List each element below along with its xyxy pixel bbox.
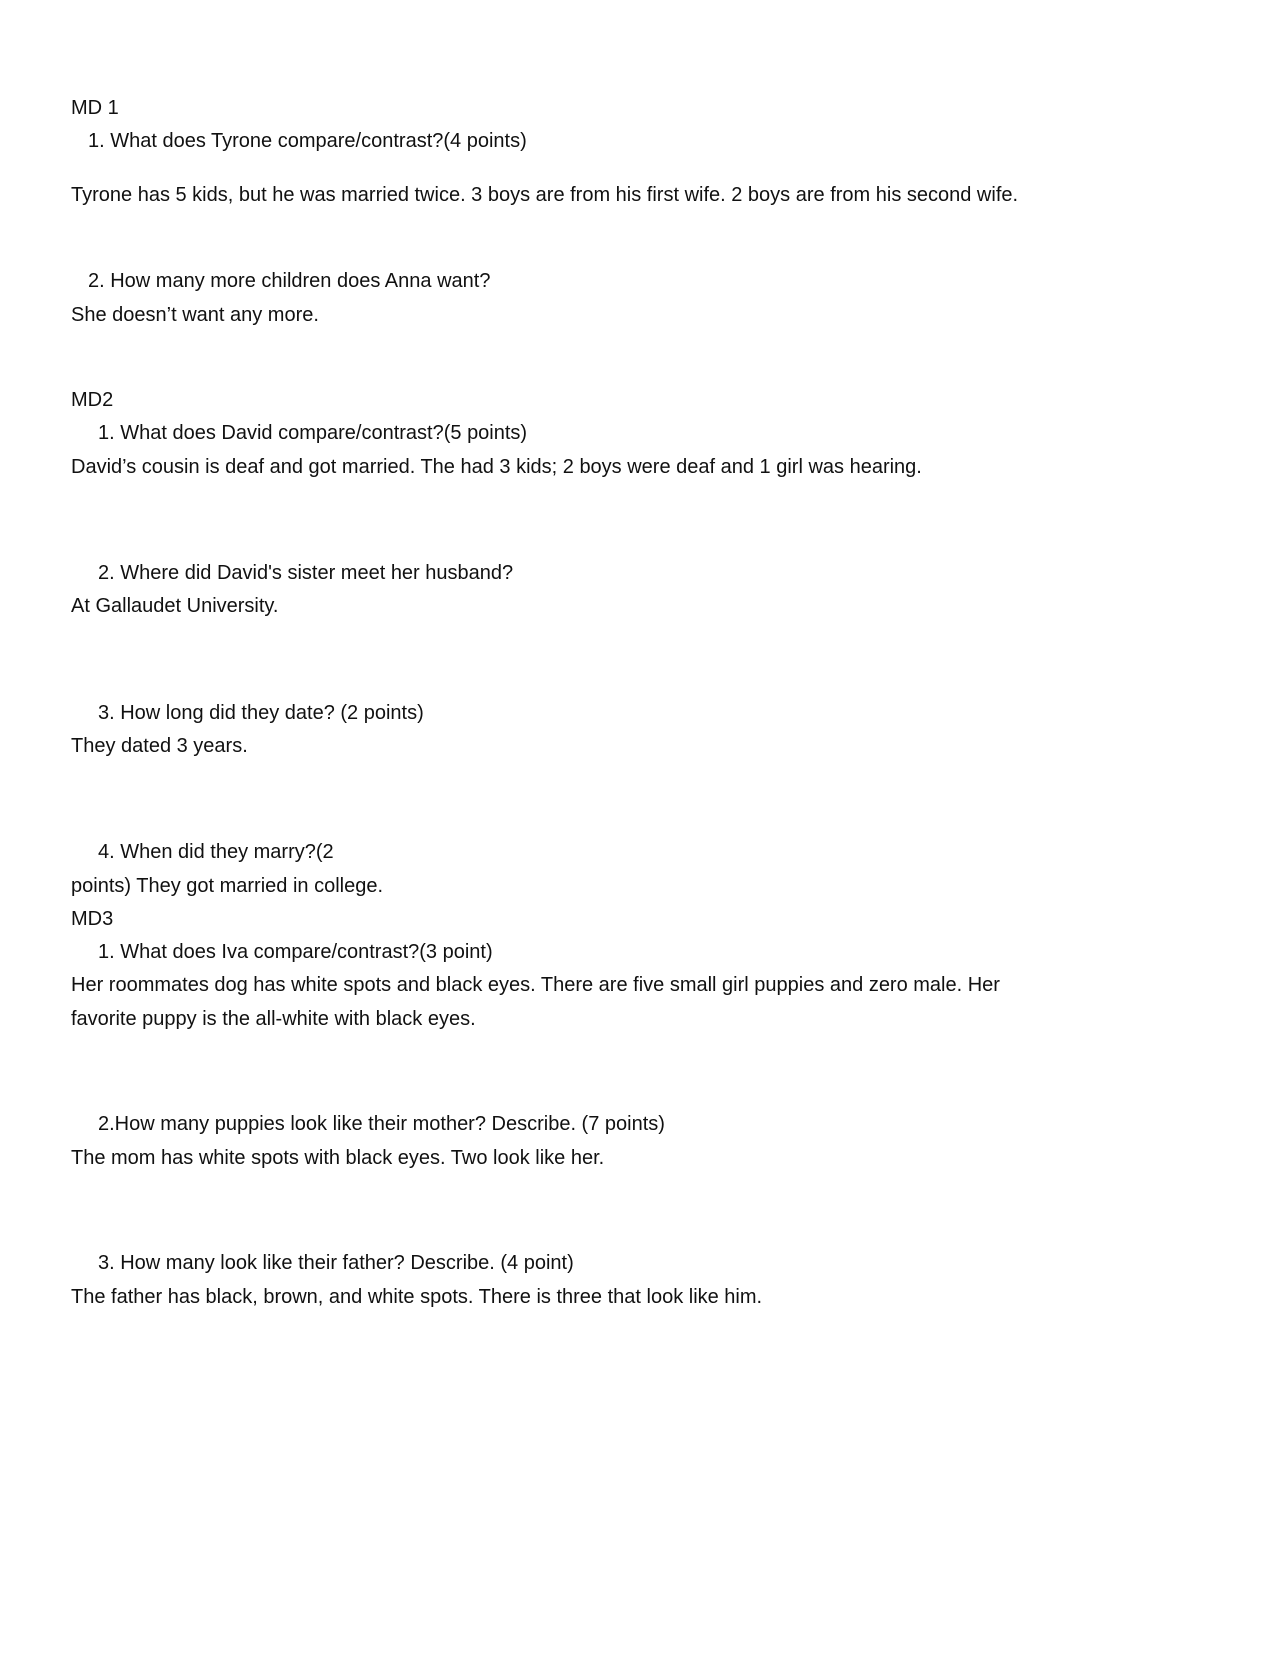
question: 2. How many more children does Anna want? xyxy=(88,270,491,292)
answer: points) They got married in college. xyxy=(71,875,384,897)
answer: She doesn’t want any more. xyxy=(71,304,319,326)
answer: The father has black, brown, and white spots. There is three that look like him. xyxy=(71,1286,763,1308)
question: 3. How many look like their father? Describe. (4 point) xyxy=(98,1252,574,1274)
section-heading: MD3 xyxy=(71,908,114,930)
question: 1. What does Iva compare/contrast?(3 point) xyxy=(98,941,493,963)
section-heading: MD 1 xyxy=(71,97,119,119)
question: 3. How long did they date? (2 points) xyxy=(98,702,424,724)
question: 2. Where did David's sister meet her husband? xyxy=(98,562,514,584)
question: 1. What does David compare/contrast?(5 points) xyxy=(98,422,528,444)
answer: Tyrone has 5 kids, but he was married twice. 3 boys are from his first wife. 2 boys are from his second wife. xyxy=(71,184,1019,206)
answer: favorite puppy is the all-white with black eyes. xyxy=(71,1008,476,1030)
question: 1. What does Tyrone compare/contrast?(4 points) xyxy=(88,130,527,152)
answer: They dated 3 years. xyxy=(71,735,248,757)
answer: Her roommates dog has white spots and black eyes. There are five small girl puppies and zero male. Her xyxy=(71,974,1000,996)
answer: At Gallaudet University. xyxy=(71,595,279,617)
question: 2.How many puppies look like their mother? Describe. (7 points) xyxy=(98,1113,665,1135)
section-heading: MD2 xyxy=(71,389,114,411)
question: 4. When did they marry?(2 xyxy=(98,841,334,863)
answer: The mom has white spots with black eyes. Two look like her. xyxy=(71,1147,605,1169)
answer: David’s cousin is deaf and got married. The had 3 kids; 2 boys were deaf and 1 girl was hearing. xyxy=(71,456,922,478)
